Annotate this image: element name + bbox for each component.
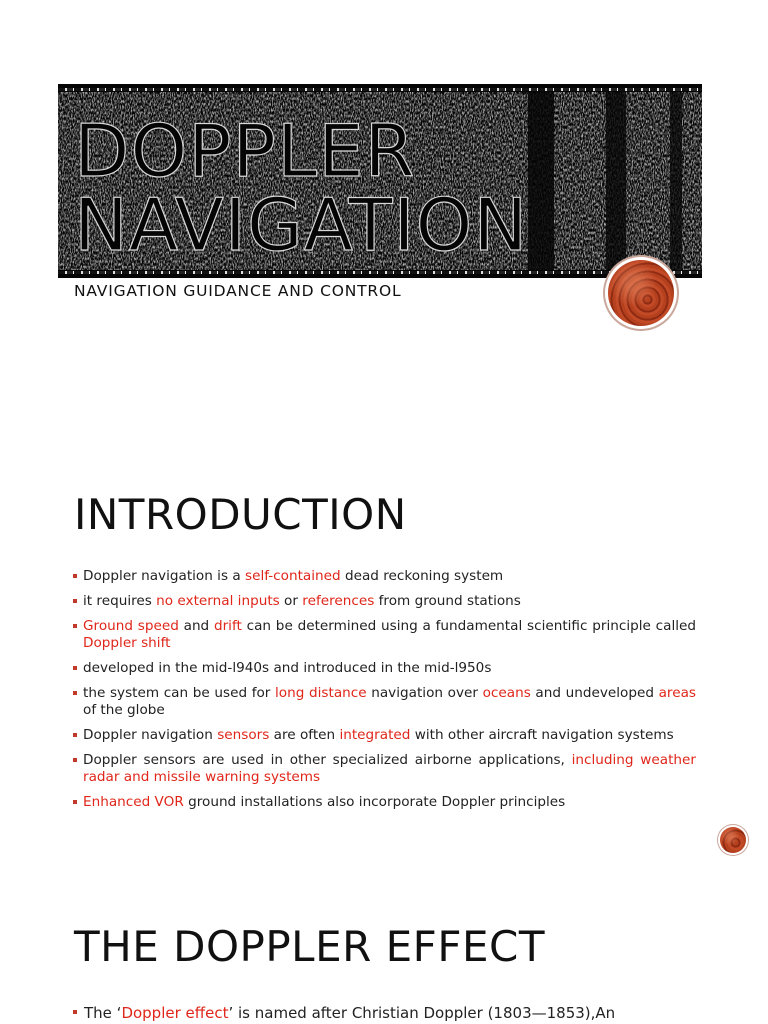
bullet-text: ground installations also incorporate Doppler principles — [183, 794, 566, 810]
bullet-text: are often — [269, 727, 340, 743]
highlighted-text: no external inputs — [156, 593, 280, 609]
bullet-item — [72, 618, 696, 652]
decorative-orb-icon — [608, 260, 674, 326]
title-slide — [0, 0, 768, 480]
highlighted-text: Doppler effect — [121, 1004, 229, 1022]
bullet-text: Doppler navigation is a — [83, 568, 246, 584]
bullet-item — [72, 685, 696, 719]
slide-title: DOPPLER NAVIGATION — [74, 109, 529, 267]
highlighted-text: Doppler shift — [83, 635, 171, 651]
bullet-text: developed in the mid-l940s and introduced in the mid-l950s — [83, 660, 492, 676]
highlighted-text: long distance — [275, 685, 367, 701]
highlighted-text: areas — [658, 685, 696, 701]
decorative-orb-icon — [720, 827, 746, 853]
highlighted-text: integrated — [339, 727, 411, 743]
bullet-text: Doppler navigation — [83, 727, 218, 743]
highlighted-text: references — [302, 593, 375, 609]
bullet-text: and — [178, 618, 214, 634]
bullet-text: dead reckoning system — [340, 568, 504, 584]
introduction-slide — [0, 480, 768, 880]
bullet-text: can be determined using a fundamental scientific principle called — [241, 618, 696, 634]
title-banner — [58, 84, 702, 278]
highlighted-text: sensors — [217, 727, 270, 743]
bullet-text: and undeveloped — [530, 685, 659, 701]
bullet-item — [72, 794, 696, 811]
highlighted-text: Ground speed — [83, 618, 179, 634]
bullet-item — [72, 727, 696, 744]
banner-bottom-edge — [58, 271, 702, 274]
highlighted-text: including weather radar and missile warning systems — [83, 752, 696, 785]
bullet-item — [72, 660, 696, 677]
highlighted-text: self-contained — [245, 568, 341, 584]
bullet-item — [72, 593, 696, 610]
bullet-text: with other aircraft navigation systems — [410, 727, 674, 743]
bullet-text: ’ is named after Christian Doppler (1803—1853),An — [228, 1004, 616, 1022]
banner-top-edge — [58, 88, 702, 91]
bullet-item — [72, 752, 696, 786]
bullet-text: it requires — [83, 593, 157, 609]
highlighted-text: oceans — [482, 685, 531, 701]
bullet-text: Doppler sensors are used in other specialized airborne applications, — [83, 752, 572, 768]
section-title: THE DOPPLER EFFECT — [74, 922, 546, 971]
bullet-text: navigation over — [366, 685, 483, 701]
slide-subtitle: NAVIGATION GUIDANCE AND CONTROL — [74, 282, 402, 300]
highlighted-text: drift — [213, 618, 242, 634]
doppler-effect-slide — [0, 880, 768, 1024]
highlighted-text: Enhanced VOR — [83, 794, 184, 810]
bullet-list — [72, 568, 696, 819]
bullet-text: the system can be used for — [83, 685, 276, 701]
section-title: INTRODUCTION — [74, 490, 407, 539]
bullet-text: or — [279, 593, 303, 609]
bullet-text: The ‘ — [84, 1004, 122, 1022]
bullet-item — [72, 568, 696, 585]
bullet-text: from ground stations — [374, 593, 521, 609]
bullet-list — [72, 1004, 696, 1022]
bullet-item — [72, 1004, 696, 1022]
bullet-text: of the globe — [83, 702, 165, 718]
